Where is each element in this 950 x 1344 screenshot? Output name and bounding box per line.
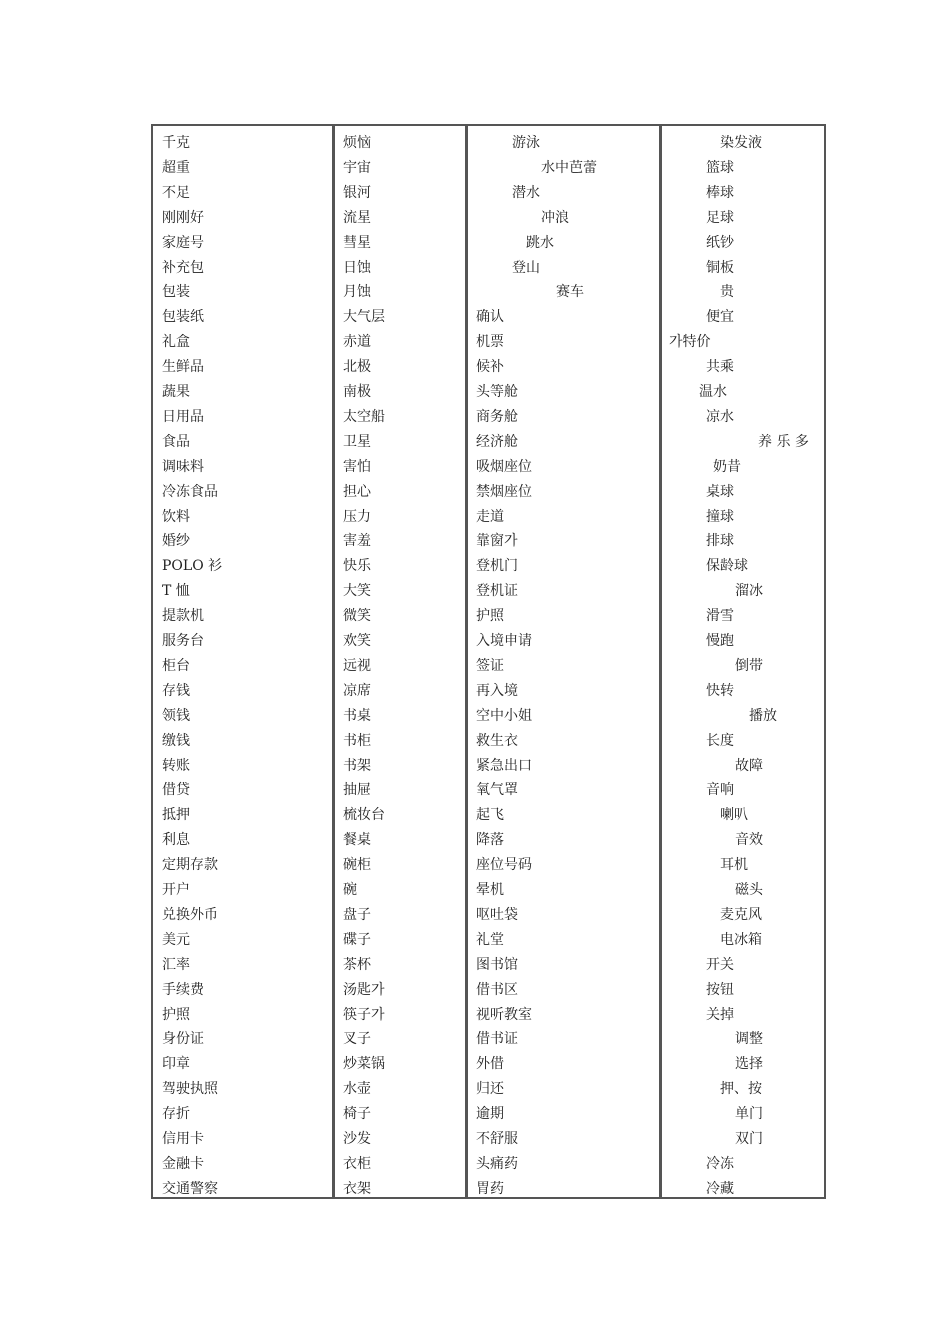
table-cell: 筷子가 [343, 1006, 385, 1023]
table-cell: 降落 [476, 832, 504, 849]
table-cell: 禁烟座位 [476, 483, 532, 500]
table-cell: 碟子 [343, 931, 371, 948]
table-cell: 不舒服 [476, 1131, 518, 1147]
table-cell: 经济舱 [476, 433, 518, 450]
table-cell: 共乘 [706, 359, 734, 376]
column-divider [659, 126, 662, 1197]
table-cell: 餐桌 [343, 832, 371, 849]
table-cell: 关掉 [706, 1006, 734, 1023]
table-cell: 归还 [476, 1081, 504, 1098]
table-cell: 滑雪 [706, 608, 734, 625]
table-cell: 烦恼 [343, 135, 371, 151]
table-cell: 炒菜锅 [343, 1056, 385, 1073]
table-cell: 跳水 [526, 234, 554, 251]
column-divider [465, 126, 468, 1197]
table-cell: 救生衣 [476, 732, 518, 749]
table-cell: 单门 [735, 1106, 763, 1123]
table-cell: 电冰箱 [720, 931, 762, 948]
table-cell: 候补 [476, 359, 504, 376]
column-divider [332, 126, 335, 1197]
table-cell: 奶昔 [713, 458, 741, 475]
table-cell: 冷冻食品 [162, 483, 218, 500]
table-cell: 晕机 [476, 882, 504, 898]
table-cell: 凉席 [343, 682, 371, 699]
table-cell: 南极 [343, 384, 371, 400]
table-cell: 喇叭 [720, 807, 748, 824]
table-cell: 身份证 [162, 1031, 204, 1048]
table-cell: 碗 [343, 882, 357, 898]
table-cell: 故障 [735, 757, 763, 774]
table-cell: 金融卡 [162, 1155, 204, 1172]
table-cell: 饮料 [162, 508, 190, 525]
table-cell: 游泳 [512, 135, 540, 151]
table-cell: 日用品 [162, 408, 204, 425]
table-cell: 撞球 [706, 508, 734, 525]
table-cell: 书柜 [343, 732, 371, 749]
table-cell: 登机门 [476, 558, 518, 575]
table-cell: 大笑 [343, 583, 371, 600]
table-cell: 音效 [735, 832, 763, 849]
table-cell: 存折 [162, 1106, 190, 1123]
table-cell: 播放 [749, 707, 777, 724]
table-cell: 北极 [343, 359, 371, 376]
table-cell: 礼盒 [162, 334, 190, 351]
table-cell: 逾期 [476, 1106, 504, 1123]
table-cell: 银河 [343, 184, 371, 201]
table-cell: 月蚀 [343, 284, 371, 301]
table-cell: 转账 [162, 757, 190, 774]
table-cell: 刚刚好 [162, 209, 204, 226]
table-cell: 按钮 [706, 981, 734, 998]
table-cell: 驾驶执照 [162, 1081, 218, 1098]
table-cell: 赛车 [556, 284, 584, 301]
table-cell: 宇宙 [343, 159, 371, 176]
table-cell: 调整 [735, 1031, 763, 1048]
table-cell: 美元 [162, 931, 190, 948]
table-cell: 紧急出口 [476, 757, 532, 774]
table-cell: 가特价 [669, 334, 711, 351]
table-cell: 养 乐 多 [758, 433, 809, 450]
table-cell: 双门 [735, 1131, 763, 1147]
table-cell: 登机证 [476, 583, 518, 600]
table-cell: 快乐 [343, 558, 371, 575]
table-cell: 梳妆台 [343, 807, 385, 824]
table-cell: 大气层 [343, 309, 385, 326]
table-cell: 衣架 [343, 1180, 371, 1197]
table-cell: 抽屉 [343, 782, 371, 799]
table-cell: 衣柜 [343, 1155, 371, 1172]
table-cell: 生鲜品 [162, 359, 204, 376]
table-cell: 吸烟座位 [476, 458, 532, 475]
table-cell: 害羞 [343, 533, 371, 550]
table-cell: 欢笑 [343, 633, 371, 649]
table-cell: 超重 [162, 159, 190, 176]
table-cell: 护照 [476, 608, 504, 625]
table-cell: 选择 [735, 1056, 763, 1073]
table-cell: POLO 衫 [162, 558, 223, 575]
table-cell: 倒带 [735, 657, 763, 674]
table-cell: 长度 [706, 732, 734, 749]
table-cell: 蔬果 [162, 384, 190, 400]
table-cell: 温水 [699, 384, 727, 400]
table-cell: 交通警察 [162, 1180, 218, 1197]
table-cell: 外借 [476, 1056, 504, 1073]
table-cell: 足球 [706, 209, 734, 226]
table-cell: 汇率 [162, 956, 190, 973]
table-cell: 贵 [720, 284, 734, 301]
table-cell: 慢跑 [706, 633, 734, 649]
table-cell: 登山 [512, 259, 540, 276]
table-cell: 呕吐袋 [476, 906, 518, 923]
table-cell: 包装纸 [162, 309, 204, 326]
table-cell: 调味料 [162, 458, 204, 475]
table-cell: 头等舱 [476, 384, 518, 400]
table-cell: 走道 [476, 508, 504, 525]
table-cell: 存钱 [162, 682, 190, 699]
table-cell: 桌球 [706, 483, 734, 500]
table-cell: T 恤 [162, 583, 190, 600]
table-cell: 利息 [162, 832, 190, 849]
table-cell: 排球 [706, 533, 734, 550]
table-cell: 头痛药 [476, 1155, 518, 1172]
table-cell: 盘子 [343, 906, 371, 923]
table-cell: 千克 [162, 135, 190, 151]
table-cell: 碗柜 [343, 857, 371, 874]
table-cell: 印章 [162, 1056, 190, 1073]
table-cell: 机票 [476, 334, 504, 351]
table-cell: 婚纱 [162, 533, 190, 550]
table-cell: 靠窗가 [476, 533, 518, 550]
table-cell: 视听教室 [476, 1006, 532, 1023]
table-cell: 溜冰 [735, 583, 763, 600]
table-cell: 借书区 [476, 981, 518, 998]
table-cell: 担心 [343, 483, 371, 500]
table-cell: 抵押 [162, 807, 190, 824]
table-cell: 压力 [343, 508, 371, 525]
table-cell: 开关 [706, 956, 734, 973]
table-cell: 信用卡 [162, 1131, 204, 1147]
table-cell: 不足 [162, 184, 190, 201]
table-cell: 补充包 [162, 259, 204, 276]
table-cell: 流星 [343, 209, 371, 226]
table-cell: 借书证 [476, 1031, 518, 1048]
table-cell: 水中芭蕾 [541, 159, 597, 176]
table-cell: 水壶 [343, 1081, 371, 1098]
table-cell: 日蚀 [343, 259, 371, 276]
table-cell: 缴钱 [162, 732, 190, 749]
table-cell: 确认 [476, 309, 504, 326]
table-cell: 服务台 [162, 633, 204, 649]
table-cell: 再入境 [476, 682, 518, 699]
table-cell: 胃药 [476, 1180, 504, 1197]
table-cell: 太空船 [343, 408, 385, 425]
table-cell: 提款机 [162, 608, 204, 625]
table-cell: 柜台 [162, 657, 190, 674]
table-cell: 借贷 [162, 782, 190, 799]
table-cell: 氧气罩 [476, 782, 518, 799]
table-cell: 兑换外币 [162, 906, 218, 923]
table-cell: 手续费 [162, 981, 204, 998]
table-cell: 磁头 [735, 882, 763, 898]
table-cell: 茶杯 [343, 956, 371, 973]
table-cell: 赤道 [343, 334, 371, 351]
table-cell: 棒球 [706, 184, 734, 201]
table-cell: 纸钞 [706, 234, 734, 251]
table-cell: 座位号码 [476, 857, 532, 874]
table-cell: 便宜 [706, 309, 734, 326]
table-cell: 冲浪 [541, 209, 569, 226]
table-cell: 定期存款 [162, 857, 218, 874]
table-cell: 彗星 [343, 234, 371, 251]
table-cell: 书架 [343, 757, 371, 774]
table-cell: 领钱 [162, 707, 190, 724]
table-cell: 书桌 [343, 707, 371, 724]
table-cell: 护照 [162, 1006, 190, 1023]
table-cell: 空中小姐 [476, 707, 532, 724]
table-cell: 麦克风 [720, 906, 762, 923]
table-cell: 商务舱 [476, 408, 518, 425]
table-cell: 保龄球 [706, 558, 748, 575]
table-cell: 凉水 [706, 408, 734, 425]
table-cell: 食品 [162, 433, 190, 450]
table-cell: 沙发 [343, 1131, 371, 1147]
table-cell: 图书馆 [476, 956, 518, 973]
table-cell: 入境申请 [476, 633, 532, 649]
table-cell: 汤匙가 [343, 981, 385, 998]
table-cell: 礼堂 [476, 931, 504, 948]
table-cell: 冷冻 [706, 1155, 734, 1172]
table-cell: 远视 [343, 657, 371, 674]
table-cell: 叉子 [343, 1031, 371, 1048]
table-cell: 害怕 [343, 458, 371, 475]
table-cell: 铜板 [706, 259, 734, 276]
table-cell: 篮球 [706, 159, 734, 176]
table-cell: 潜水 [512, 184, 540, 201]
table-cell: 签证 [476, 657, 504, 674]
table-cell: 起飞 [476, 807, 504, 824]
table-cell: 耳机 [720, 857, 748, 874]
vocabulary-table [151, 124, 826, 1199]
table-cell: 冷藏 [706, 1180, 734, 1197]
table-cell: 押、按 [720, 1081, 762, 1098]
table-cell: 包装 [162, 284, 190, 301]
table-cell: 快转 [706, 682, 734, 699]
table-cell: 开户 [162, 882, 190, 898]
table-cell: 家庭号 [162, 234, 204, 251]
table-cell: 音响 [706, 782, 734, 799]
table-cell: 卫星 [343, 433, 371, 450]
table-cell: 椅子 [343, 1106, 371, 1123]
table-cell: 染发液 [720, 135, 762, 151]
table-cell: 微笑 [343, 608, 371, 625]
